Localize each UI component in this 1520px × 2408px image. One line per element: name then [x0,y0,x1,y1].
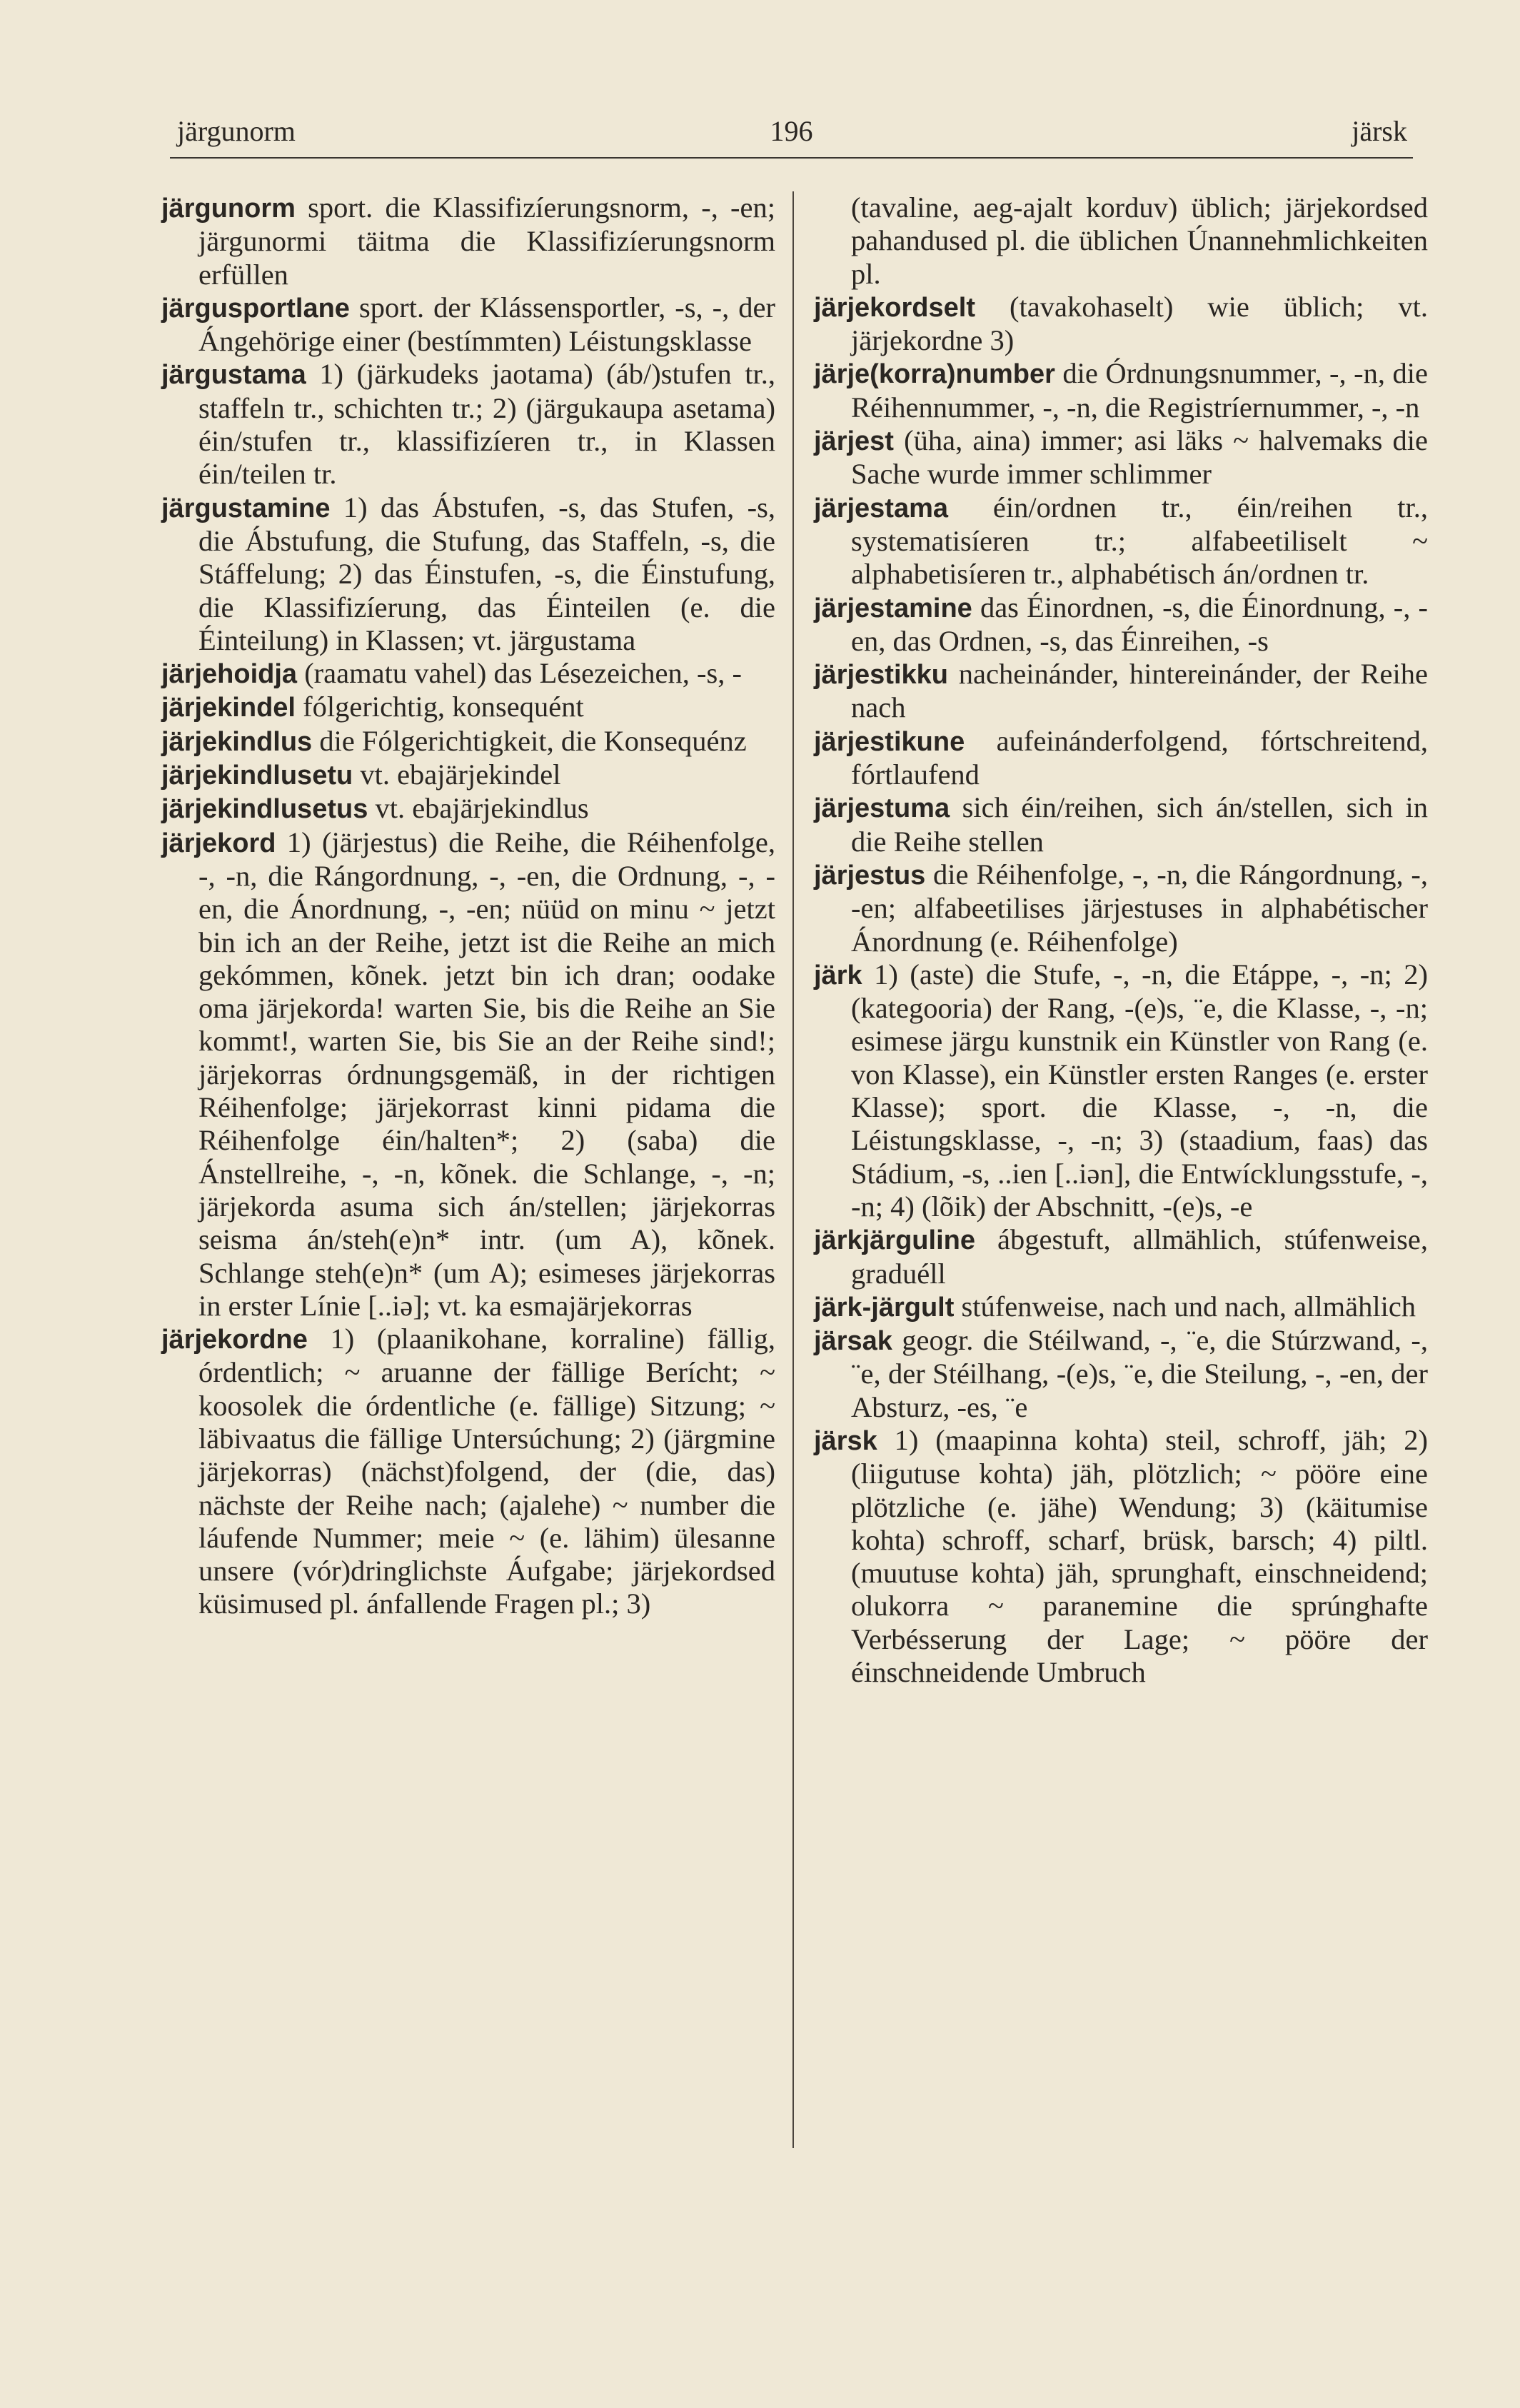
entry-definition: sport. der Klássensportler, -s, -, der Ángehörige einer (bestímmten) Léistungsklasse [198,291,775,358]
dictionary-entry [814,191,1428,291]
header-right-guide-word: järsk [1352,115,1407,147]
headword: järjestuma [814,793,950,824]
headword: järjestamine [814,593,972,623]
entry-definition: nacheinánder, hintereinánder, der Reihe nach [851,658,1428,724]
dictionary-entry [814,658,1428,725]
entry-definition: sich éin/reihen, sich án/stellen, sich in die Reihe stellen [851,791,1428,858]
dictionary-entry [161,358,775,491]
left-column [161,191,775,1621]
entry-definition: die Fólgerichtigkeit, die Konsequénz [312,724,747,757]
dictionary-entry [814,725,1428,792]
dictionary-entry [161,725,775,758]
page-number: 196 [770,115,813,147]
entry-definition: (raamatu vahel) das Lésezeichen, -s, - [297,657,742,690]
entry-definition: aufeinánderfolgend, fórtschreitend, fórtlaufend [851,724,1428,791]
dictionary-entry [814,1324,1428,1424]
dictionary-entry [814,1290,1428,1324]
headword: järjekindlusetus [161,794,368,825]
entry-definition: das Éinordnen, -s, die Éinordnung, -, -en, das Ordnen, -s, das Éinreihen, -s [851,591,1428,657]
entry-definition: vt. ebajärjekindel [353,758,561,791]
headword: järjestus [814,860,926,891]
headword: järgustamine [161,493,331,523]
dictionary-entry [814,357,1428,424]
dictionary-entry [814,1223,1428,1290]
entry-definition: 1) (plaanikohane, korraline) fällig, órdentlich; ~ aruanne der fällige Berícht; ~ koosolek die órdentliche (e. fällige) Sitzung; ~ läbivaatus die fällige Untersúchung; 2) (järgmine järjekorras) (nächst)folgend, der (die, das) nächste der Reihe nach; (ajalehe) ~ number die láufende Nummer; meie ~ (e. lähim) ülesanne unsere (vór)dringlichste Áufgabe; järjekordsed küsimused pl. ánfallende Fragen pl.; 3) [198,1323,775,1620]
entry-definition: stúfenweise, nach und nach, allmählich [954,1290,1416,1323]
headword: järsk [814,1425,877,1456]
entry-definition: fólgerichtig, konsequént [295,691,584,723]
entry-definition: (üha, aina) immer; asi läks ~ halvemaks die Sache wurde immer schlimmer [851,424,1428,491]
headword: järjekindlusetu [161,761,353,791]
dictionary-entry [814,491,1428,591]
column-divider [792,191,794,2148]
dictionary-entry [161,657,775,691]
dictionary-entry [814,858,1428,958]
headword: järjest [814,426,894,457]
entry-definition: 1) (aste) die Stufe, -, -n, die Etáppe, -, -n; 2) (kategooria) der Rang, -(e)s, ¨e, die Klasse, -, -n; esimese järgu kunstnik ein Künstler von Rang (e. von Klasse), ein Künstler ersten Ranges (e. erster Klasse); sport. die Klasse, -, -n, die Léistungsklasse, -, -n; 3) (staadium, faas) das Stádium, -s, ..ien [..iən], die Entwícklungsstufe, -, -n; 4) (lõik) der Abschnitt, -(e)s, -e [851,958,1428,1223]
dictionary-entry [161,826,775,1323]
headword: järjestikku [814,660,948,691]
headword: järgustama [161,360,306,391]
dictionary-entry [161,191,775,291]
dictionary-entry [814,791,1428,858]
entry-definition: éin/ordnen tr., éin/reihen tr., systematisíeren tr.; alfabeetiliselt ~ alphabetisíeren tr., alphabétisch án/ordnen tr. [851,491,1428,591]
entry-definition: 1) (järkudeks jaotama) (áb/)stufen tr., staffeln tr., schichten tr.; 2) (järgukaupa asetama) éin/stufen tr., klassifizíeren tr., in Klassen éin/teilen tr. [198,358,775,491]
right-column [814,191,1428,1689]
headword: järjekordselt [814,292,975,323]
dictionary-entry [814,591,1428,658]
dictionary-entry [161,1323,775,1621]
entry-definition: die Réihenfolge, -, -n, die Rángordnung, -, -en; alfabeetilises järjestuses in alphabétischer Ánordnung (e. Réihenfolge) [851,858,1428,958]
headword: järk [814,960,862,990]
dictionary-entry [814,1424,1428,1689]
dictionary-entry [814,958,1428,1223]
headword: järje(korra)number [814,359,1055,390]
header-left-guide-word: järgunorm [177,115,296,147]
headword: järjestama [814,493,949,523]
dictionary-entry [814,291,1428,358]
entry-definition: (tavaline, aeg-ajalt korduv) üblich; järjekordsed pahandused pl. die üblichen Únannehmlichkeiten pl. [851,191,1428,290]
entry-definition: 1) das Ábstufen, -s, das Stufen, -s, die Ábstufung, die Stufung, das Staffeln, -s, die Stáffelung; 2) das Éinstufen, -s, die Éinstufung, die Klassifizíerung, das Éinteilen (e. die Éinteilung) in Klassen; vt. järgustama [198,491,775,656]
headword: järgunorm [161,194,296,224]
headword: järjehoidja [161,659,298,690]
headword: järkjärguline [814,1225,975,1256]
entry-definition: ábgestuft, allmählich, stúfenweise, graduéll [851,1223,1428,1290]
entry-definition: vt. ebajärjekindlus [368,792,589,825]
page-header [170,107,1413,159]
dictionary-entry [161,491,775,657]
entry-definition: 1) (järjestus) die Reihe, die Réihenfolge, -, -n, die Rángordnung, -, -en, die Ordnung, -, -en, die Ánordnung, -, -en; nüüd on minu ~ jetzt bin ich an der Reihe, jetzt ist die Reihe an mich gekómmen, kõnek. jetzt bin ich dran; oodake oma järjekorda! warten Sie, bis die Reihe an Sie kommt!, warten Sie, bis Sie an der Reihe sind!; järjekorras órdnungsgemäß, in der richtigen Réihenfolge; järjekorrast kinni pidama die Réihenfolge éin/halten*; 2) (saba) die Ánstellreihe, -, -n, kõnek. die Schlange, -, -n; järjekorda asuma sich án/stellen; järjekorras seisma án/steh(e)n* intr. (um A), kõnek. Schlange steh(e)n* (um A); esimeses järjekorras in erster Línie [..iə]; vt. ka esmajärjekorras [198,826,775,1322]
entry-definition: 1) (maapinna kohta) steil, schroff, jäh; 2) (liigutuse kohta) jäh, plötzlich; ~ pööre eine plötzliche (e. jähe) Wendung; 3) (käitumise kohta) schroff, scharf, brüsk, barsch; 4) piltl. (muutuse kohta) jäh, sprunghaft, einschneidend; olukorra ~ paranemine die sprúnghafte Verbésserung der Lage; ~ pööre der éinschneidende Umbruch [851,1423,1428,1689]
dictionary-entry [161,792,775,826]
headword: järjekindlus [161,726,313,757]
headword: järjekordne [161,1325,308,1355]
headword: järjestikune [814,726,965,757]
entry-definition: (tavakohaselt) wie üblich; vt. järjekordne 3) [851,290,1428,357]
dictionary-entry [161,758,775,792]
entry-definition: sport. die Klassifizíerungsnorm, -, -en; järgunormi täitma die Klassifizíerungsnorm erfüllen [198,191,775,291]
headword: järjekindel [161,693,296,723]
headword: järgusportlane [161,293,350,323]
entry-definition: geogr. die Stéilwand, -, ¨e, die Stúrzwand, -, ¨e, der Stéilhang, -(e)s, ¨e, die Steilung, -, -en, der Absturz, -es, ¨e [851,1324,1428,1423]
entry-definition: die Órdnungsnummer, -, -n, die Réihennummer, -, -n, die Registríernummer, -, -n [851,357,1428,423]
dictionary-entry [161,291,775,358]
headword: järjekord [161,828,276,858]
headword: järsak [814,1326,892,1357]
dictionary-entry [814,424,1428,491]
dictionary-entry [161,691,775,724]
headword: järk-järgult [814,1292,955,1323]
